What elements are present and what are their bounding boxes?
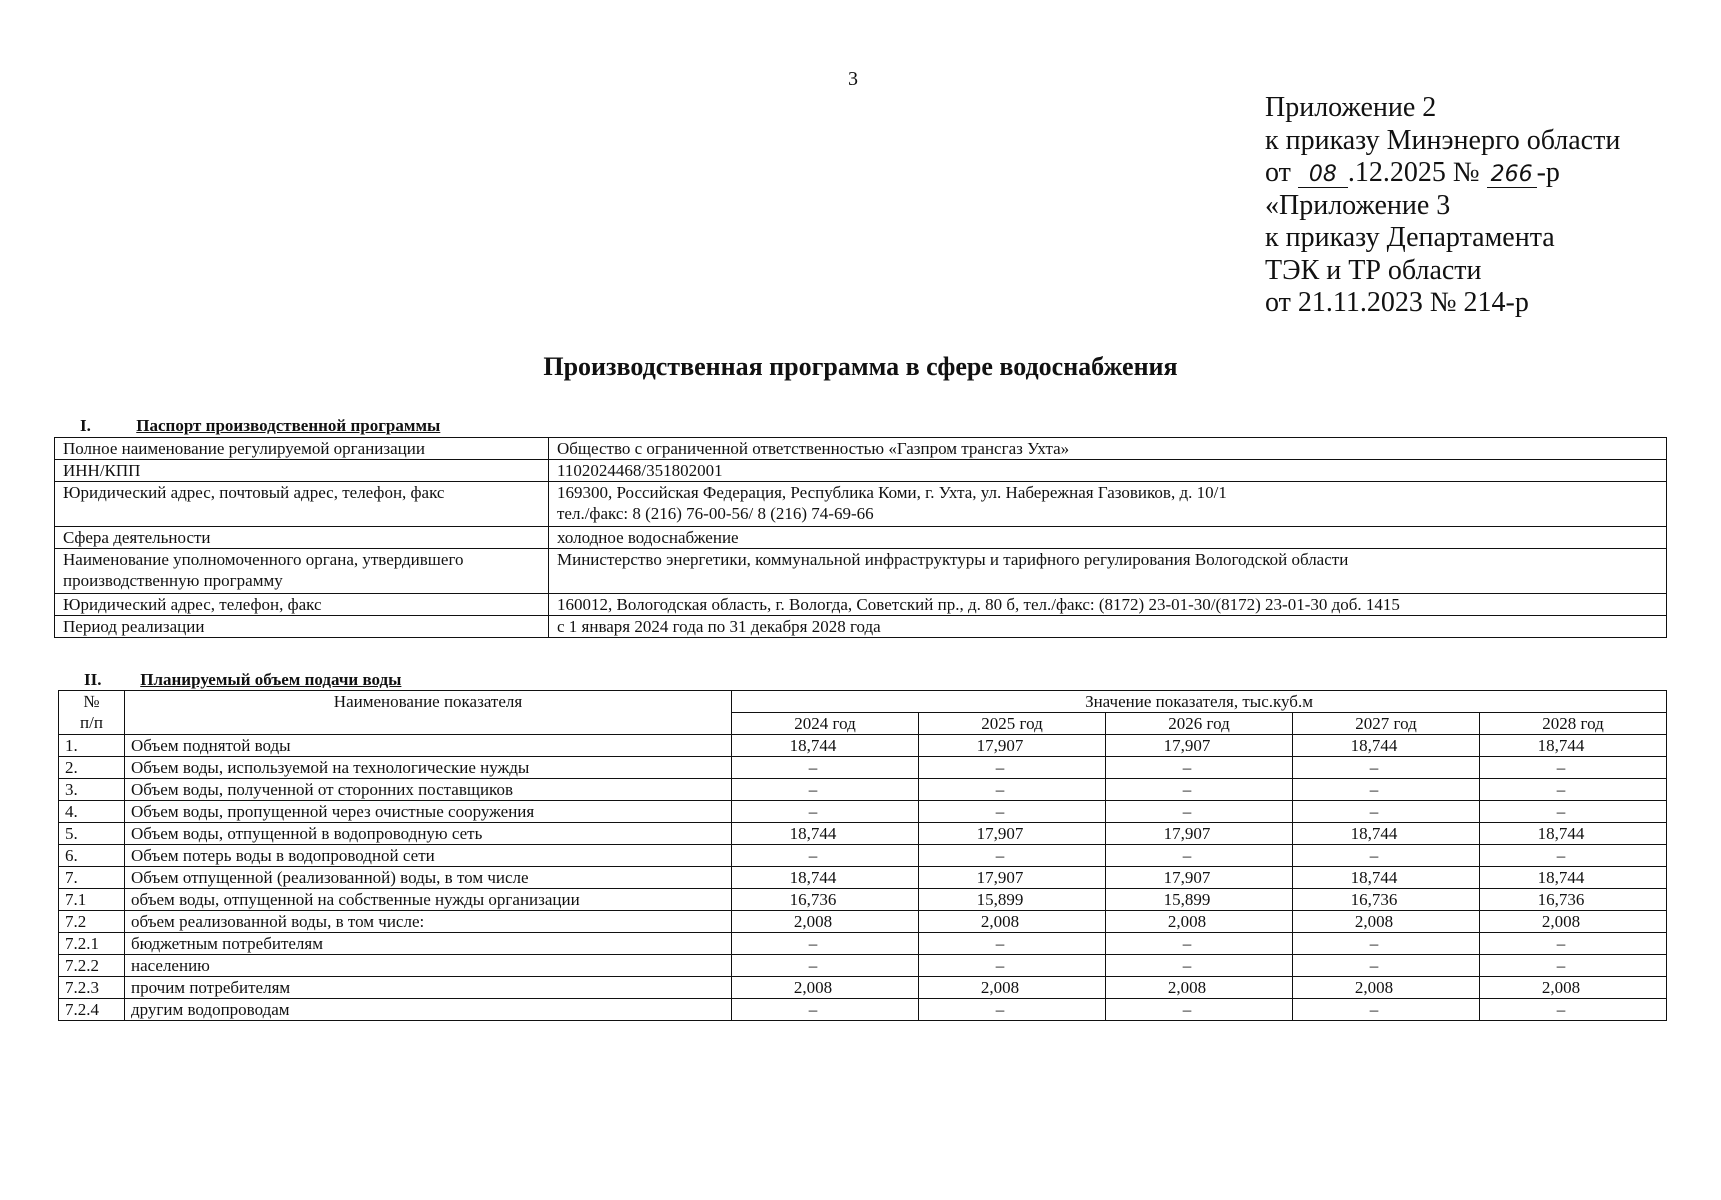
row-value: 18,744: [1480, 823, 1667, 845]
passport-label: [55, 549, 549, 594]
row-value: 16,736: [1293, 889, 1480, 911]
passport-label: Полное наименование регулируемой организации: [55, 438, 549, 460]
row-value: 18,744: [1293, 823, 1480, 845]
appendix-line-2: к приказу Минэнерго области: [1265, 124, 1621, 156]
row-value: –: [732, 999, 919, 1021]
row-value: –: [1480, 955, 1667, 977]
row-value: –: [1480, 801, 1667, 823]
row-value: –: [1106, 955, 1293, 977]
passport-value: Общество с ограниченной ответственностью «Газпром трансгаз Ухта»: [549, 438, 1667, 460]
row-value: –: [1293, 999, 1480, 1021]
row-number: 3.: [59, 779, 125, 801]
row-indicator-name: Объем воды, пропущенной через очистные сооружения: [125, 801, 732, 823]
row-value: 17,907: [919, 823, 1106, 845]
row-value: 17,907: [1106, 823, 1293, 845]
row-value: 18,744: [732, 735, 919, 757]
row-number: 7.2.1: [59, 933, 125, 955]
header-year: 2027 год: [1293, 713, 1480, 735]
appendix-line-1: Приложение 2: [1265, 92, 1437, 123]
row-value: –: [1106, 845, 1293, 867]
row-value: –: [919, 757, 1106, 779]
row-value: –: [732, 933, 919, 955]
passport-value: с 1 января 2024 года по 31 декабря 2028 года: [549, 616, 1667, 638]
row-value: –: [1293, 845, 1480, 867]
row-number: 7.2: [59, 911, 125, 933]
document-title: Производственная программа в сфере водоснабжения: [543, 352, 1178, 381]
appendix-block: [1265, 92, 1620, 320]
row-value: –: [1480, 779, 1667, 801]
row-value: –: [1293, 933, 1480, 955]
row-value: 18,744: [732, 823, 919, 845]
row-indicator-name: Объем воды, полученной от сторонних поставщиков: [125, 779, 732, 801]
row-value: –: [1106, 801, 1293, 823]
row-value: 15,899: [1106, 889, 1293, 911]
row-value: 16,736: [732, 889, 919, 911]
header-num-line: п/п: [80, 713, 103, 732]
passport-row: [55, 482, 1667, 527]
row-value: 2,008: [1480, 977, 1667, 999]
passport-row: [55, 438, 1667, 460]
passport-label: Сфера деятельности: [55, 527, 549, 549]
passport-label: Юридический адрес, телефон, факс: [55, 594, 549, 616]
passport-row: [55, 616, 1667, 638]
table-row: [59, 955, 1667, 977]
passport-row: [55, 594, 1667, 616]
table-row: [59, 999, 1667, 1021]
passport-label-line: производственную программу: [63, 571, 283, 590]
header-indicator-name: Наименование показателя: [125, 691, 732, 735]
row-value: 2,008: [1106, 977, 1293, 999]
row-value: –: [1293, 801, 1480, 823]
section-2-number: II.: [84, 670, 102, 689]
passport-label-line: Наименование уполномоченного органа, утвердившего: [63, 550, 464, 569]
table-row: [59, 757, 1667, 779]
row-value: –: [732, 955, 919, 977]
row-number: 5.: [59, 823, 125, 845]
header-num: [59, 691, 125, 735]
section-1-number: I.: [80, 416, 91, 435]
row-value: 17,907: [919, 735, 1106, 757]
table-row: [59, 889, 1667, 911]
passport-value: Министерство энергетики, коммунальной инфраструктуры и тарифного регулирования Вологодской области: [549, 549, 1667, 594]
row-indicator-name: Объем отпущенной (реализованной) воды, в том числе: [125, 867, 732, 889]
passport-value: [549, 482, 1667, 527]
row-number: 6.: [59, 845, 125, 867]
passport-row: [55, 527, 1667, 549]
row-value: –: [732, 757, 919, 779]
row-value: 18,744: [1293, 735, 1480, 757]
row-indicator-name: Объем воды, используемой на технологические нужды: [125, 757, 732, 779]
passport-value-line: 169300, Российская Федерация, Республика Коми, г. Ухта, ул. Набережная Газовиков, д. 10/1: [557, 483, 1227, 502]
table-row: [59, 977, 1667, 999]
row-value: –: [919, 845, 1106, 867]
table-row: [59, 801, 1667, 823]
passport-table: [54, 437, 1667, 638]
table-row: [59, 867, 1667, 889]
row-indicator-name: прочим потребителям: [125, 977, 732, 999]
row-value: 2,008: [919, 977, 1106, 999]
passport-value: холодное водоснабжение: [549, 527, 1667, 549]
row-value: –: [1480, 845, 1667, 867]
row-indicator-name: бюджетным потребителям: [125, 933, 732, 955]
passport-value-line: тел./факс: 8 (216) 76-00-56/ 8 (216) 74-69-66: [557, 504, 874, 523]
table-row: [59, 779, 1667, 801]
row-value: 18,744: [732, 867, 919, 889]
row-value: –: [919, 933, 1106, 955]
row-number: 1.: [59, 735, 125, 757]
section-1-title: Паспорт производственной программы: [136, 416, 441, 435]
row-indicator-name: Объем воды, отпущенной в водопроводную сеть: [125, 823, 732, 845]
row-value: 15,899: [919, 889, 1106, 911]
row-value: 16,736: [1480, 889, 1667, 911]
row-value: 17,907: [919, 867, 1106, 889]
row-value: –: [1106, 779, 1293, 801]
page-number: 3: [848, 68, 858, 90]
row-value: –: [1480, 999, 1667, 1021]
row-value: 2,008: [1480, 911, 1667, 933]
row-number: 7.2.3: [59, 977, 125, 999]
row-indicator-name: объем воды, отпущенной на собственные нужды организации: [125, 889, 732, 911]
row-value: –: [1480, 757, 1667, 779]
row-indicator-name: объем реализованной воды, в том числе:: [125, 911, 732, 933]
table-row: [59, 933, 1667, 955]
row-value: –: [732, 779, 919, 801]
row-value: 2,008: [1293, 977, 1480, 999]
header-year: 2026 год: [1106, 713, 1293, 735]
row-value: 2,008: [1106, 911, 1293, 933]
table-row: [59, 845, 1667, 867]
passport-row: [55, 460, 1667, 482]
passport-label: Юридический адрес, почтовый адрес, телефон, факс: [55, 482, 549, 527]
row-value: –: [732, 845, 919, 867]
row-value: –: [919, 801, 1106, 823]
appendix-date-middle: .12.2025 №: [1347, 157, 1480, 188]
header-year: 2024 год: [732, 713, 919, 735]
row-value: –: [1293, 757, 1480, 779]
table-row: [59, 823, 1667, 845]
appendix-line-5: к приказу Департамента: [1265, 222, 1555, 253]
handwritten-order-number: 266: [1487, 163, 1537, 188]
table-row: [59, 911, 1667, 933]
row-value: 2,008: [919, 911, 1106, 933]
header-year: 2028 год: [1480, 713, 1667, 735]
section-2-heading: [84, 670, 401, 690]
header-year: 2025 год: [919, 713, 1106, 735]
row-value: 18,744: [1293, 867, 1480, 889]
row-value: 18,744: [1480, 735, 1667, 757]
row-indicator-name: населению: [125, 955, 732, 977]
passport-value: 160012, Вологодская область, г. Вологда, Советский пр., д. 80 б, тел./факс: (8172) 23-01-30/(8172) 23-01-30 доб. 1415: [549, 594, 1667, 616]
row-value: 18,744: [1480, 867, 1667, 889]
appendix-line-4: «Приложение 3: [1265, 189, 1451, 221]
row-indicator-name: Объем поднятой воды: [125, 735, 732, 757]
row-value: –: [1106, 757, 1293, 779]
row-value: 2,008: [732, 911, 919, 933]
row-indicator-name: другим водопроводам: [125, 999, 732, 1021]
header-num-line: №: [83, 692, 100, 711]
row-value: –: [919, 999, 1106, 1021]
row-number: 7.2.2: [59, 955, 125, 977]
row-value: –: [1106, 933, 1293, 955]
row-number: 7.: [59, 867, 125, 889]
water-volume-table: [58, 690, 1667, 1021]
row-number: 2.: [59, 757, 125, 779]
row-value: –: [1293, 955, 1480, 977]
row-value: 17,907: [1106, 867, 1293, 889]
passport-label: ИНН/КПП: [55, 460, 549, 482]
row-value: 2,008: [732, 977, 919, 999]
row-indicator-name: Объем потерь воды в водопроводной сети: [125, 845, 732, 867]
table-row: [59, 735, 1667, 757]
appendix-line-3: [1265, 157, 1620, 190]
appendix-date-suffix: -р: [1536, 157, 1560, 188]
row-value: –: [1480, 933, 1667, 955]
row-value: –: [1106, 999, 1293, 1021]
row-number: 7.2.4: [59, 999, 125, 1021]
row-number: 4.: [59, 801, 125, 823]
appendix-line-6: ТЭК и ТР области: [1265, 254, 1482, 286]
passport-row: [55, 549, 1667, 594]
appendix-date-prefix: от: [1265, 157, 1291, 188]
section-2-title: Планируемый объем подачи воды: [140, 670, 402, 689]
row-number: 7.1: [59, 889, 125, 911]
table-body: [59, 735, 1667, 1021]
handwritten-day: 08: [1298, 163, 1348, 188]
passport-value: 1102024468/351802001: [549, 460, 1667, 482]
row-value: –: [919, 955, 1106, 977]
row-value: 2,008: [1293, 911, 1480, 933]
section-1-heading: [80, 416, 440, 436]
row-value: –: [1293, 779, 1480, 801]
row-value: 17,907: [1106, 735, 1293, 757]
passport-label: Период реализации: [55, 616, 549, 638]
row-value: –: [919, 779, 1106, 801]
table-header-row: [59, 691, 1667, 713]
header-value-group: Значение показателя, тыс.куб.м: [732, 691, 1667, 713]
row-value: –: [732, 801, 919, 823]
appendix-line-7: от 21.11.2023 № 214-р: [1265, 287, 1529, 318]
